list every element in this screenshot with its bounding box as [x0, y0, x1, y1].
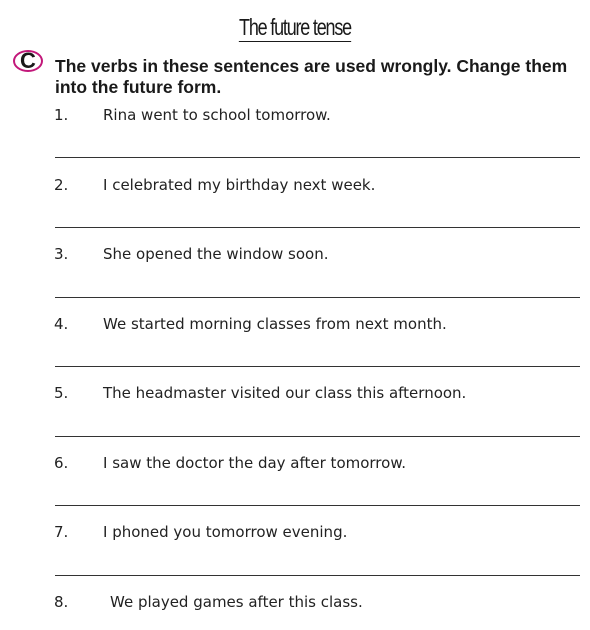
answer-line-7[interactable]	[55, 575, 580, 576]
item-sentence: I phoned you tomorrow evening.	[103, 523, 348, 541]
item-sentence: I celebrated my birthday next week.	[103, 176, 376, 194]
item-number: 1.	[54, 106, 69, 124]
item-sentence: We started morning classes from next month.	[103, 315, 447, 333]
section-letter: C	[20, 48, 36, 73]
item-number: 4.	[54, 315, 69, 333]
worksheet-title	[65, 14, 525, 41]
item-sentence: I saw the doctor the day after tomorrow.	[103, 454, 406, 472]
answer-line-1[interactable]	[55, 157, 580, 158]
answer-line-5[interactable]	[55, 436, 580, 437]
item-sentence: Rina went to school tomorrow.	[103, 106, 331, 124]
item-number: 8.	[54, 593, 69, 611]
item-number: 3.	[54, 245, 69, 263]
answer-line-6[interactable]	[55, 505, 580, 506]
answer-line-4[interactable]	[55, 366, 580, 367]
item-number: 7.	[54, 523, 69, 541]
item-sentence: We played games after this class.	[110, 593, 363, 611]
section-instruction: The verbs in these sentences are used wrongly. Change them into the future form.	[55, 56, 568, 97]
answer-line-3[interactable]	[55, 297, 580, 298]
worksheet-title-text: The future tense	[239, 14, 351, 40]
section-letter-badge	[13, 50, 43, 72]
item-number: 6.	[54, 454, 69, 472]
item-number: 5.	[54, 384, 69, 402]
item-sentence: She opened the window soon.	[103, 245, 329, 263]
answer-line-2[interactable]	[55, 227, 580, 228]
item-number: 2.	[54, 176, 69, 194]
item-sentence: The headmaster visited our class this afternoon.	[103, 384, 467, 402]
